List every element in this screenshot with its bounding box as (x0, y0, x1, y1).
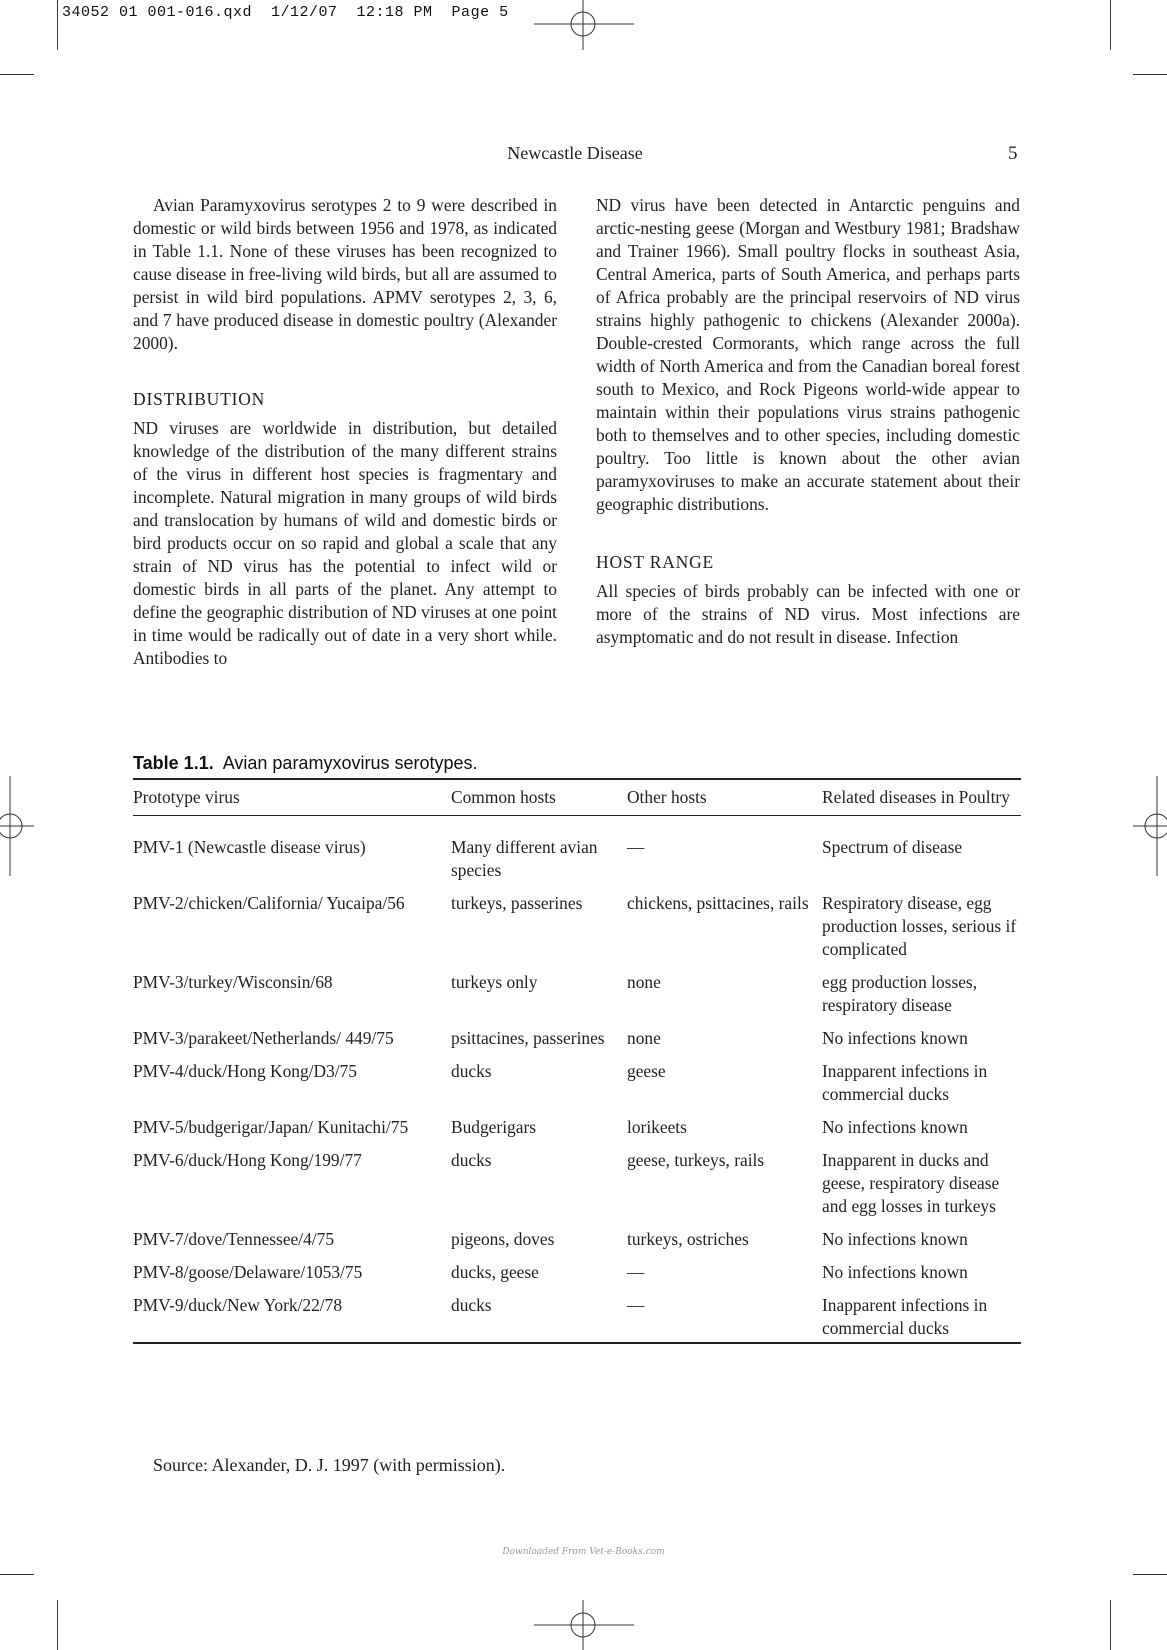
left-column (133, 194, 557, 670)
distribution-paragraph: ND viruses are worldwide in distribution, but detailed knowledge of the distribution of the many different strains of the virus in different host species is fragmentary and incomplete. Natural migration in many groups of wild birds and translocation by humans of wild and domestic birds or bird products occur on so rapid and global a scale that any strain of ND virus has the potential to infect wild or domestic birds in all parts of the planet. Any attempt to define the geographic distribution of ND viruses at one point in time would be radically out of date in a very short while. Antibodies to (133, 418, 557, 668)
section-heading-host-range: HOST RANGE (596, 552, 715, 572)
table-cell: PMV-7/dove/Tennessee/4/75 (133, 1229, 335, 1249)
table-cell: No infections known (822, 1262, 968, 1282)
table-cell: PMV-2/chicken/California/ Yucaipa/56 (133, 893, 405, 913)
right-column (596, 194, 1020, 649)
table-cell: chickens, psittacines, rails (627, 893, 809, 913)
table-cell: — (627, 1295, 645, 1315)
table-cell: No infections known (822, 1229, 968, 1249)
registration-mark-bottom (534, 1600, 634, 1650)
serotype-table-block (133, 753, 1021, 1344)
table-cell: psittacines, passerines (451, 1028, 605, 1048)
table-cell: PMV-3/parakeet/Netherlands/ 449/75 (133, 1028, 394, 1048)
table-cell: none (627, 972, 661, 992)
table-row (133, 816, 1021, 893)
registration-mark-top (534, 0, 634, 50)
table-cell: turkeys only (451, 972, 538, 992)
table-cell: PMV-6/duck/Hong Kong/199/77 (133, 1150, 362, 1170)
intro-paragraph: Avian Paramyxovirus serotypes 2 to 9 were described in domestic or wild birds between 1956 and 1978, as indicated in Table 1.1. None of these viruses has been recognized to cause disease in free-living wild birds, but all are assumed to persist in wild bird populations. APMV serotypes 2, 3, 6, and 7 have produced disease in domestic poultry (Alexander 2000). (133, 195, 557, 353)
table-cell: turkeys, passerines (451, 893, 583, 913)
table-cell: lorikeets (627, 1117, 687, 1137)
table-cell: ducks (451, 1061, 492, 1081)
table-cell: geese (627, 1061, 666, 1081)
table-row (133, 1149, 1021, 1228)
print-slug: 34052 01 001-016.qxd 1/12/07 12:18 PM Page 5 (62, 4, 509, 21)
table-cell: PMV-4/duck/Hong Kong/D3/75 (133, 1061, 357, 1081)
table-cell: — (627, 837, 645, 857)
table-cell: PMV-1 (Newcastle disease virus) (133, 837, 366, 857)
table-row (133, 971, 1021, 1027)
table-caption-number: Table 1.1. (133, 753, 214, 773)
table-caption-text: Avian paramyxovirus serotypes. (222, 753, 478, 773)
column-header: Related diseases in Poultry (822, 787, 1010, 807)
table-row (133, 1060, 1021, 1116)
table-cell: geese, turkeys, rails (627, 1150, 765, 1170)
table-row (133, 1261, 1021, 1294)
table-row (133, 1027, 1021, 1060)
table-cell: ducks (451, 1150, 492, 1170)
table-cell: Inapparent in ducks and geese, respiratory disease and egg losses in turkeys (822, 1150, 1000, 1216)
running-head: Newcastle Disease (507, 143, 643, 163)
crop-mark (57, 1600, 58, 1650)
table-cell: PMV-3/turkey/Wisconsin/68 (133, 972, 333, 992)
table-cell: PMV-9/duck/New York/22/78 (133, 1295, 343, 1315)
crop-mark (0, 74, 34, 75)
table-cell: pigeons, doves (451, 1229, 555, 1249)
table-cell: No infections known (822, 1028, 968, 1048)
table-cell: PMV-8/goose/Delaware/1053/75 (133, 1262, 363, 1282)
table-cell: Respiratory disease, egg production losses, serious if complicated (822, 893, 1017, 959)
table-cell: No infections known (822, 1117, 968, 1137)
table-row (133, 1116, 1021, 1149)
crop-mark (1133, 1574, 1167, 1575)
table-row (133, 892, 1021, 971)
download-watermark: Downloaded From Vet-e-Books.com (502, 1547, 665, 1557)
crop-mark (0, 1574, 34, 1575)
column-header: Prototype virus (133, 787, 240, 807)
table-header-row (133, 779, 1021, 816)
table-row (133, 1228, 1021, 1261)
table-caption (133, 753, 1021, 778)
table-cell: Many different avian species (451, 837, 598, 880)
crop-mark (1110, 1600, 1111, 1650)
table-cell: egg production losses, respiratory disease (822, 972, 978, 1015)
table-cell: ducks (451, 1295, 492, 1315)
continuation-paragraph: ND virus have been detected in Antarctic penguins and arctic-nesting geese (Morgan and Westbury 1981; Bradshaw and Trainer 1966). Small poultry flocks in southeast Asia, Central America, parts of South America, and perhaps parts of Africa probably are the principal reservoirs of ND virus strains highly pathogenic to chickens (Alexander 2000a). Double-crested Cormorants, which range across the full width of North America and from the Canadian boreal forest south to Mexico, and Rock Pigeons world-wide appear to maintain within their populations virus strains pathogenic both to themselves and to other species, including domestic poultry. Too little is known about the other avian paramyxoviruses to make an accurate statement about their geographic distributions. (596, 195, 1020, 514)
table-cell: Spectrum of disease (822, 837, 963, 857)
table-cell: — (627, 1262, 645, 1282)
column-header: Other hosts (627, 787, 707, 807)
host-range-paragraph: All species of birds probably can be infected with one or more of the strains of ND virus. Most infections are asymptomatic and do not result in disease. Infection (596, 581, 1020, 647)
column-header: Common hosts (451, 787, 556, 807)
crop-mark (57, 0, 58, 50)
serotype-table (133, 778, 1021, 1344)
table-cell: none (627, 1028, 661, 1048)
table-row (133, 1294, 1021, 1343)
registration-mark-left (0, 776, 34, 876)
page-number: 5 (1008, 143, 1018, 164)
table-cell: Inapparent infections in commercial ducks (822, 1295, 988, 1338)
table-cell: Budgerigars (451, 1117, 537, 1137)
section-heading-distribution: DISTRIBUTION (133, 389, 266, 409)
table-cell: ducks, geese (451, 1262, 539, 1282)
crop-mark (1110, 0, 1111, 50)
table-cell: Inapparent infections in commercial ducks (822, 1061, 988, 1104)
table-source-note: Source: Alexander, D. J. 1997 (with permission). (153, 1455, 506, 1475)
crop-mark (1133, 74, 1167, 75)
registration-mark-right (1133, 776, 1167, 876)
table-cell: PMV-5/budgerigar/Japan/ Kunitachi/75 (133, 1117, 409, 1137)
table-cell: turkeys, ostriches (627, 1229, 749, 1249)
